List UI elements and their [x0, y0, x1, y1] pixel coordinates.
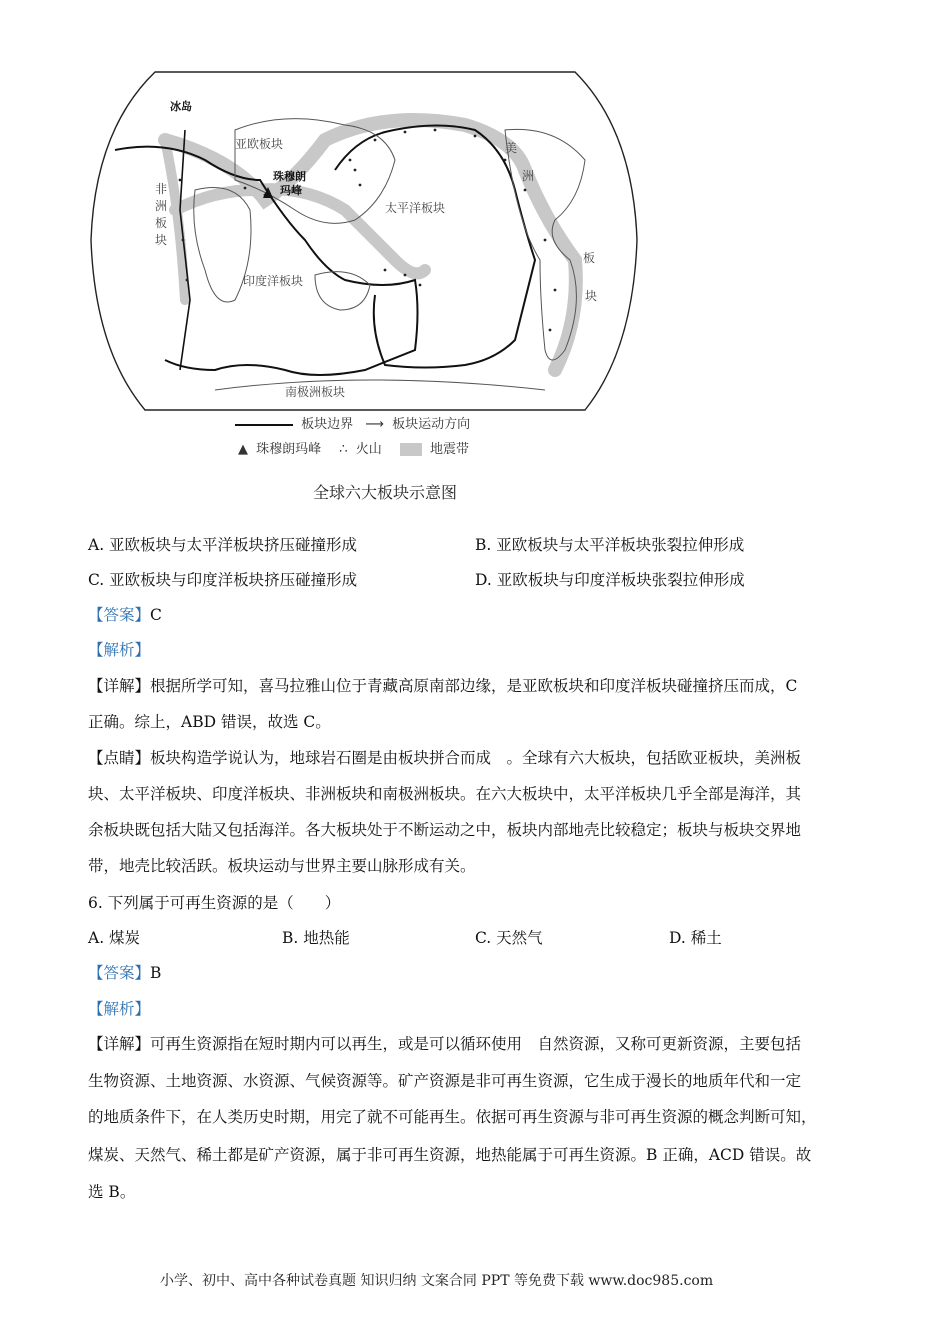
q6-option-a: A. 煤炭	[88, 929, 141, 947]
page-footer: 小学、初中、高中各种试卷真题 知识归纳 文案合同 PPT 等免费下载 www.doc985.com	[160, 1273, 714, 1289]
legend-volcano: 火山	[355, 442, 382, 457]
map-label-africa-4: 块	[155, 233, 168, 247]
map-label-africa-3: 板	[155, 216, 168, 230]
q6-detail-2: 生物资源、土地资源、水资源、气候资源等。矿产资源是非可再生资源，它生成于漫长的地质年代和一定	[88, 1072, 802, 1090]
q5-detail-tag: 【详解】	[88, 677, 151, 695]
q5-option-a: A. 亚欧板块与太平洋板块挤压碰撞形成	[88, 536, 358, 554]
map-label-everest-2: 玛峰	[280, 184, 302, 197]
map-label-america-2: 洲	[522, 169, 535, 183]
map-label-america-4: 块	[585, 289, 598, 303]
map-label-everest-1: 珠穆朗	[273, 170, 306, 183]
q6-detail-5: 选 B。	[88, 1183, 136, 1201]
q6-stem: 6. 下列属于可再生资源的是（ ）	[88, 894, 341, 912]
quake-swatch-icon	[400, 443, 422, 456]
q6-detail-line-1	[88, 1034, 801, 1054]
legend-boundary: 板块边界	[301, 417, 354, 432]
arrow-icon: ⟶	[365, 417, 384, 432]
q6-answer-tag: 【答案】	[88, 964, 151, 982]
q6-analysis-tag: 【解析】	[88, 1000, 151, 1018]
q5-detail-2: 正确。综上，ABD 错误，故选 C。	[88, 713, 331, 731]
q5-answer-tag: 【答案】	[88, 606, 151, 624]
q6-detail-tag: 【详解】	[88, 1035, 151, 1053]
q5-note-4: 带，地壳比较活跃。板块运动与世界主要山脉形成有关。	[88, 857, 476, 875]
map-label-pacific: 太平洋板块	[385, 201, 446, 215]
q5-detail-1: 根据所学可知，喜马拉雅山位于青藏高原南部边缘，是亚欧板块和印度洋板块碰撞挤压而成，C	[150, 677, 798, 695]
q5-note-1: 板块构造学说认为，地球岩石圈是由板块拼合而成 。全球有六大板块，包括欧亚板块，美洲板	[150, 749, 802, 767]
q5-answer: C	[150, 606, 162, 624]
boundary-line-icon	[235, 424, 293, 426]
q6-option-d: D. 稀土	[669, 929, 722, 947]
q5-option-b: B. 亚欧板块与太平洋板块张裂拉伸形成	[475, 536, 745, 554]
legend-row-2	[238, 438, 469, 457]
q5-detail-line-1	[88, 676, 797, 696]
volcano-dots-icon: ∴	[339, 442, 348, 457]
map-label-antarctic: 南极洲板块	[285, 385, 346, 399]
q5-note-tag: 【点睛】	[88, 749, 151, 767]
q6-detail-3: 的地质条件下，在人类历史时期，用完了就不可能再生。依据可再生资源与非可再生资源的概念判断可知，	[88, 1108, 817, 1126]
legend-quake: 地震带	[430, 442, 470, 457]
map-label-america-3: 板	[583, 251, 596, 265]
q6-option-c: C. 天然气	[475, 929, 543, 947]
map-label-america-1: 美	[505, 141, 518, 155]
map-label-africa-2: 洲	[155, 199, 168, 213]
q5-option-d: D. 亚欧板块与印度洋板块张裂拉伸形成	[475, 571, 745, 589]
map-label-eurasia: 亚欧板块	[235, 137, 284, 151]
everest-triangle-icon: ▲	[238, 442, 248, 457]
q5-note-2: 块、太平洋板块、印度洋板块、非洲板块和南极洲板块。在六大板块中，太平洋板块几乎全部是海洋，其	[88, 785, 802, 803]
q6-answer-line	[88, 963, 161, 983]
world-plate-map	[85, 70, 645, 415]
q5-analysis-tag: 【解析】	[88, 641, 151, 659]
q5-option-c: C. 亚欧板块与印度洋板块挤压碰撞形成	[88, 571, 358, 589]
legend-direction: 板块运动方向	[392, 417, 471, 432]
q6-detail-4: 煤炭、天然气、稀土都是矿产资源，属于非可再生资源，地热能属于可再生资源。B 正确，ACD 错误。故	[88, 1146, 812, 1164]
q6-detail-1: 可再生资源指在短时期内可以再生，或是可以循环使用 自然资源，又称可更新资源，主要包括	[150, 1035, 802, 1053]
q5-answer-line	[88, 605, 162, 625]
q5-note-line-1	[88, 748, 801, 768]
q6-answer: B	[150, 964, 162, 982]
map-label-iceland: 冰岛	[170, 100, 192, 113]
q5-note-3: 余板块既包括大陆又包括海洋。各大板块处于不断运动之中，板块内部地壳比较稳定；板块与板块交界地	[88, 821, 802, 839]
legend-row-1	[235, 413, 470, 432]
legend-everest: 珠穆朗玛峰	[256, 442, 322, 457]
map-label-indian: 印度洋板块	[243, 274, 304, 288]
map-caption: 全球六大板块示意图	[313, 483, 458, 502]
map-label-africa-1: 非	[155, 182, 168, 196]
q6-option-b: B. 地热能	[282, 929, 350, 947]
